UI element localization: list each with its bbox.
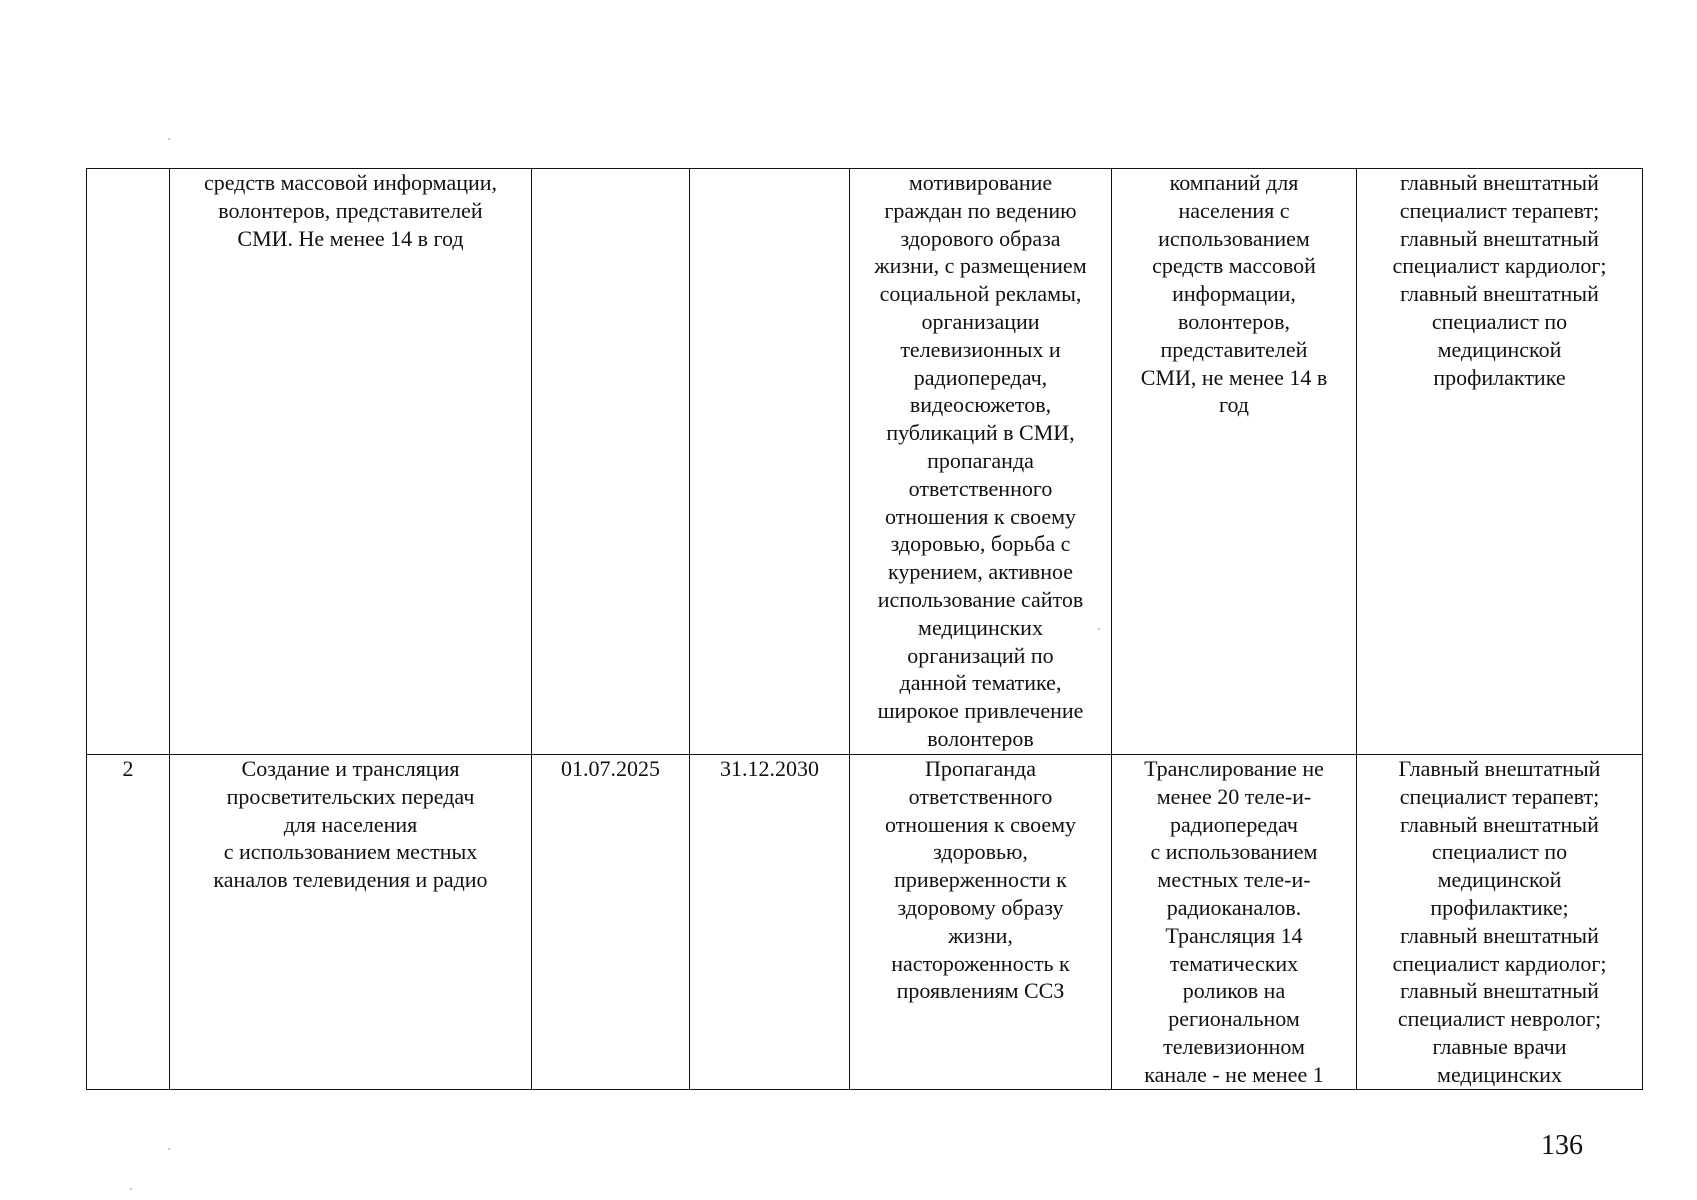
responsible-cell: Главный внештатный специалист терапевт; главный внештатный специалист по медицинской профилактике; главный внештатный специалист кардиолог; главный внештатный специалист невролог; главные врачи медицинских (1357, 755, 1643, 1090)
scan-speck (168, 138, 170, 140)
row-number-cell: 2 (87, 755, 170, 1090)
content-cell: мотивирование граждан по ведению здорового образа жизни, с размещением социальной рекламы, организации телевизионных и радиопередач, видеосюжетов, публикаций в СМИ, пропаганда ответственного отношения к своему здоровью, борьба с курением, активное использование сайтов медицинских организаций по данной тематике, широкое привлечение волонтеров (850, 169, 1112, 755)
content-cell: Пропаганда ответственного отношения к своему здоровью, приверженности к здоровому образу жизни, настороженность к проявлениям ССЗ (850, 755, 1112, 1090)
row-number-cell (87, 169, 170, 755)
start-date-cell: 01.07.2025 (532, 755, 690, 1090)
scan-speck (130, 1188, 132, 1190)
result-cell: Транслирование не менее 20 теле-и- радиопередач с использованием местных теле-и- радиоканалов. Трансляция 14 тематических роликов на региональном телевизионном канале - не менее 1 (1112, 755, 1357, 1090)
scan-speck (1098, 628, 1100, 630)
scan-speck (168, 1148, 170, 1150)
start-date-cell (532, 169, 690, 755)
page-number: 136 (1541, 1130, 1583, 1161)
responsible-cell: главный внештатный специалист терапевт; главный внештатный специалист кардиолог; главный внештатный специалист по медицинской профилактике (1357, 169, 1643, 755)
table-row (87, 169, 1643, 755)
measure-name-cell: Создание и трансляция просветительских передач для населения с использованием местных каналов телевидения и радио (170, 755, 532, 1090)
measures-table (86, 168, 1643, 1090)
table-row (87, 755, 1643, 1090)
result-cell: компаний для населения с использованием средств массовой информации, волонтеров, представителей СМИ, не менее 14 в год (1112, 169, 1357, 755)
measure-name-cell: средств массовой информации, волонтеров, представителей СМИ. Не менее 14 в год (170, 169, 532, 755)
end-date-cell: 31.12.2030 (690, 755, 850, 1090)
end-date-cell (690, 169, 850, 755)
